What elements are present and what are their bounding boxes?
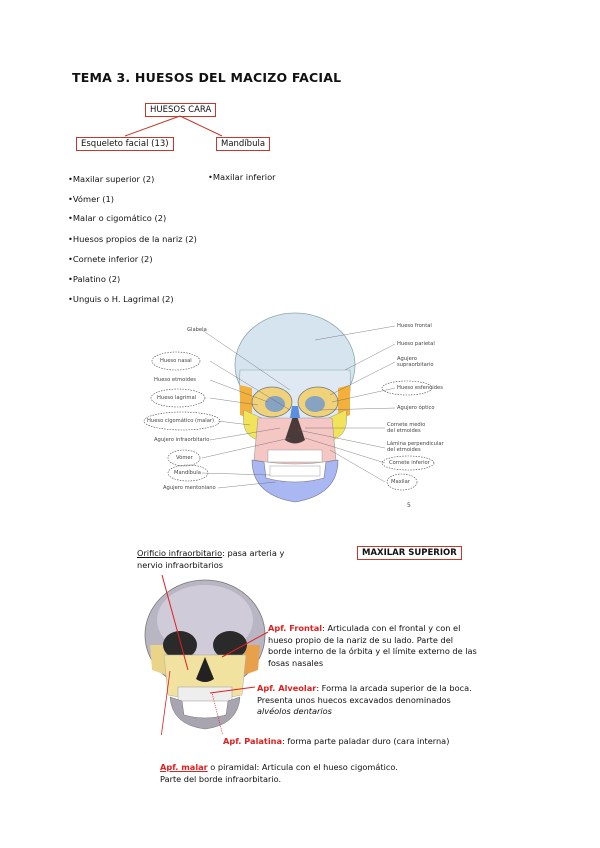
fig1-label-right: Cornete inferior (389, 460, 430, 466)
fig1-page-number: 5 (407, 502, 411, 509)
malar-text: o piramidal: Articula con el hueso cigomático. Parte del borde infraorbitario. (160, 762, 398, 784)
palatina-text: : forma parte paladar duro (cara interna) (281, 736, 450, 746)
fig1-label-right: Maxilar (391, 479, 410, 485)
teeth-photo (178, 687, 232, 701)
tree-line-left (125, 116, 180, 136)
tree-line-right (180, 116, 222, 136)
palatina-note (223, 736, 463, 748)
list-item: •Unguis o H. Lagrimal (2) (68, 294, 174, 304)
orbit-right-inner (305, 396, 325, 412)
palatina-term: Apf. Palatina (223, 736, 282, 746)
orificio-text: : pasa arteria y nervio infraorbitarios (137, 548, 285, 570)
frontal-term: Apf. Frontal (268, 623, 323, 633)
fig1-label-left: Mandíbula (174, 470, 201, 476)
page-title: TEMA 3. HUESOS DEL MACIZO FACIAL (72, 70, 342, 85)
list-item: •Maxilar superior (2) (68, 174, 155, 184)
fig1-label-left: Agujero mentoniano (163, 485, 216, 491)
list-item-mandible: •Maxilar inferior (208, 172, 276, 182)
fig1-label-left: Agujero infraorbitario (154, 437, 210, 443)
alveolar-note (257, 683, 477, 718)
alveolar-italic: alvéolos dentarios (257, 706, 332, 716)
fig1-label-left: Vómer (176, 455, 193, 461)
fig1-label-right: Hueso parietal (397, 341, 435, 347)
zygomatic-left-photo (150, 645, 166, 675)
alveolar-term: Apf. Alveolar (257, 683, 317, 693)
fig1-label-left: Hueso etmoides (154, 377, 196, 383)
frontal-text: : Articulada con el frontal y con el hueso propio de la nariz de su lado. Parte del borde interno de la órbita y el límite externo de las fosas nasales (268, 623, 477, 668)
mandible-photo (170, 697, 240, 729)
fig1-label-right: Cornete medio del etmoides (387, 422, 426, 434)
fig1-label-right: Agujero supraorbitario (397, 356, 434, 368)
fig1-label-left: Glabela (187, 327, 207, 333)
malar-note (160, 762, 410, 785)
list-item: •Malar o cigomático (2) (68, 213, 167, 223)
list-item: •Huesos propios de la nariz (2) (68, 234, 197, 244)
tree-root-box: HUESOS CARA (145, 103, 216, 117)
orificio-term: Orificio infraorbitario (137, 548, 223, 558)
list-item: •Cornete inferior (2) (68, 254, 153, 264)
alveolar-text: : Forma la arcada superior de la boca. Presenta unos huecos excavados denominados (257, 683, 472, 705)
malar-term: Apf. malar (160, 762, 208, 772)
fig1-label-right: Hueso esfenoides (397, 385, 443, 391)
maxilar-superior-heading: MAXILAR SUPERIOR (357, 546, 462, 560)
tree-right-box: Mandíbula (216, 137, 270, 151)
list-item: •Vómer (1) (68, 194, 114, 204)
orificio-note (137, 548, 307, 571)
zygomatic-right-photo (244, 645, 260, 675)
list-item: •Palatino (2) (68, 274, 121, 284)
fig1-label-left: Hueso cigomático (malar) (147, 418, 215, 424)
lower-teeth (270, 466, 320, 476)
frontal-note (268, 623, 478, 669)
fig1-label-right: Lámina perpendicular del etmoides (387, 441, 444, 453)
fig1-label-left: Hueso lagrimal (157, 395, 197, 401)
orbit-left-inner (265, 396, 285, 412)
tree-left-box: Esqueleto facial (13) (76, 137, 174, 151)
tree-connectors (0, 0, 600, 140)
fig1-label-right: Agujero óptico (397, 405, 435, 411)
upper-teeth (268, 450, 322, 462)
fig1-label-left: Hueso nasal (160, 358, 192, 364)
fig1-label-right: Hueso frontal (397, 323, 432, 329)
